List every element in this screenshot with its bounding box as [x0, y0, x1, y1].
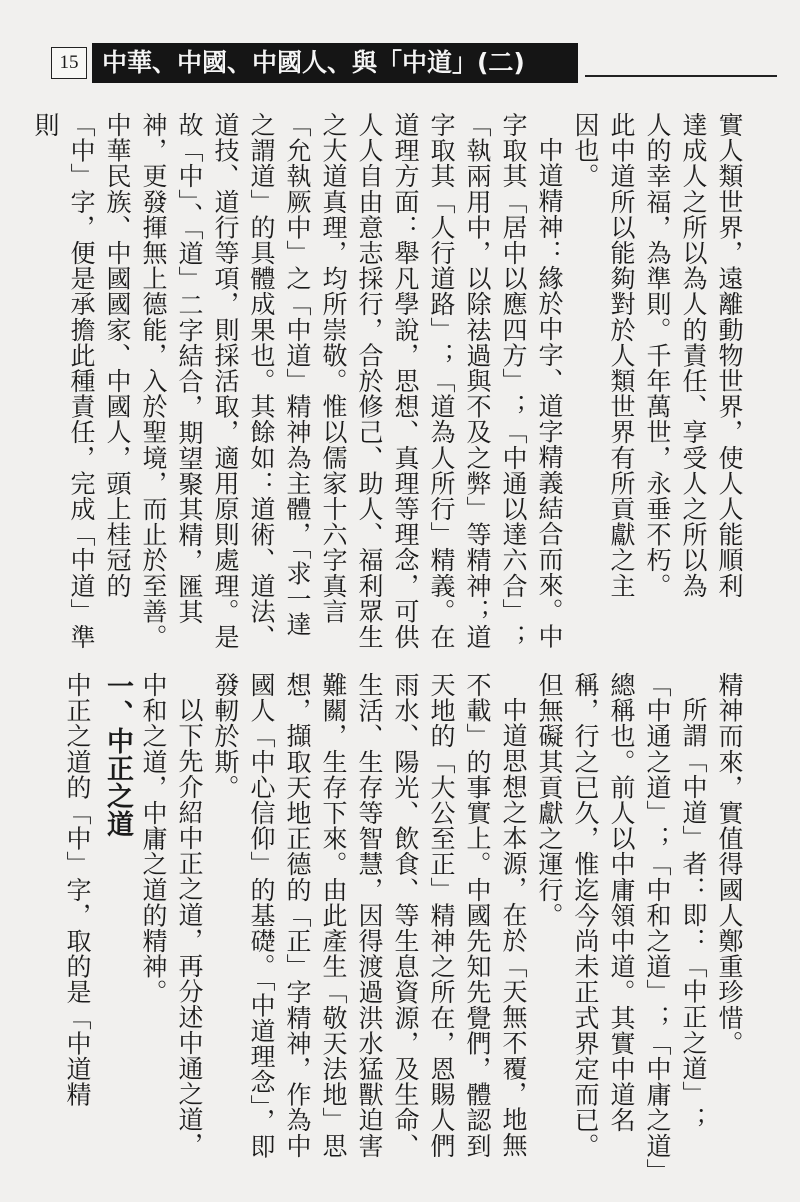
header-rule [585, 75, 777, 77]
page-number: 15 [51, 47, 87, 79]
paragraph: 此中道所以能夠對於人類世界有所貢獻之主 [607, 112, 636, 599]
chapter-title: 中華、中國、中國人、與「中道」(二) [92, 43, 578, 83]
paragraph: 精神而來，實值得國人鄭重珍惜。 [715, 672, 744, 1056]
paragraph: 以下先介紹中正之道，再分述中通之道，中和之道，中庸之道的精神。 [139, 672, 204, 1158]
page-header [0, 0, 800, 110]
paragraph: 因也。 [571, 112, 600, 189]
section-heading: 一、中正之道 [102, 672, 133, 838]
paragraph: 所謂「中道」者：即：「中正之道」；「中通之道」；「中和之道」；「中庸之道」總稱也。前人以中庸領中道。其實中道名稱，行之已久，惟迄今尚未正式界定而已。但無礙其貢獻之運行。 [535, 672, 708, 1172]
paragraph: 中道精神：緣於中字、道字精義結合而來。中字取其「居中以應四方」；「中通以達六合」；「執兩用中，以除祛過與不及之弊」等精神；道字取其「人行道路」；「道為人所行」精義。在道理方面：舉凡學說，思想、真理等理念，可供人人自由意志採行，合於修己、助人、福利眾生之大道真理，均所崇敬。惟以儒家十六字真言「允執厥中」之「中道」精神為主體，「求一達之謂道」的具體成果也。其餘如：道術、道法、道技、道行等項，則採活取，適用原則處理。是故「中」、「道」二字結合，期望聚其精，匯其神，更發揮無上德能，入於聖境，而止於至善。中華民族、中國國家、中國人，頭上桂冠的「中」字，便是承擔此種責任，完成「中道」準則 [31, 112, 564, 650]
bottom-text-block [59, 672, 747, 1182]
top-text-block [27, 112, 747, 652]
paragraph: 實人類世界，遠離動物世界，使人人能順利 [715, 112, 744, 599]
paragraph: 中道思想之本源，在於「天無不覆，地無不載」的事實上。中國先知先覺們，體認到天地的「大公至正」精神之所在，恩賜人們雨水、陽光、飲食、等生息資源，及生命、生活、生存等智慧，因得渡過洪水猛獸迫害難關，生存下來。由此產生「敬天法地」思想，擷取天地正德的「正」字精神，作為中國人「中心信仰」的基礎。「中道理念」，即發軔於斯。 [211, 672, 528, 1159]
paragraph: 中正之道的「中」字，取的是「中道精 [63, 672, 92, 1108]
paragraph: 達成人之所以為人的責任、享受人之所以為 [679, 112, 708, 599]
paragraph: 人的幸福，為準則。千年萬世，永垂不朽。 [643, 112, 672, 599]
